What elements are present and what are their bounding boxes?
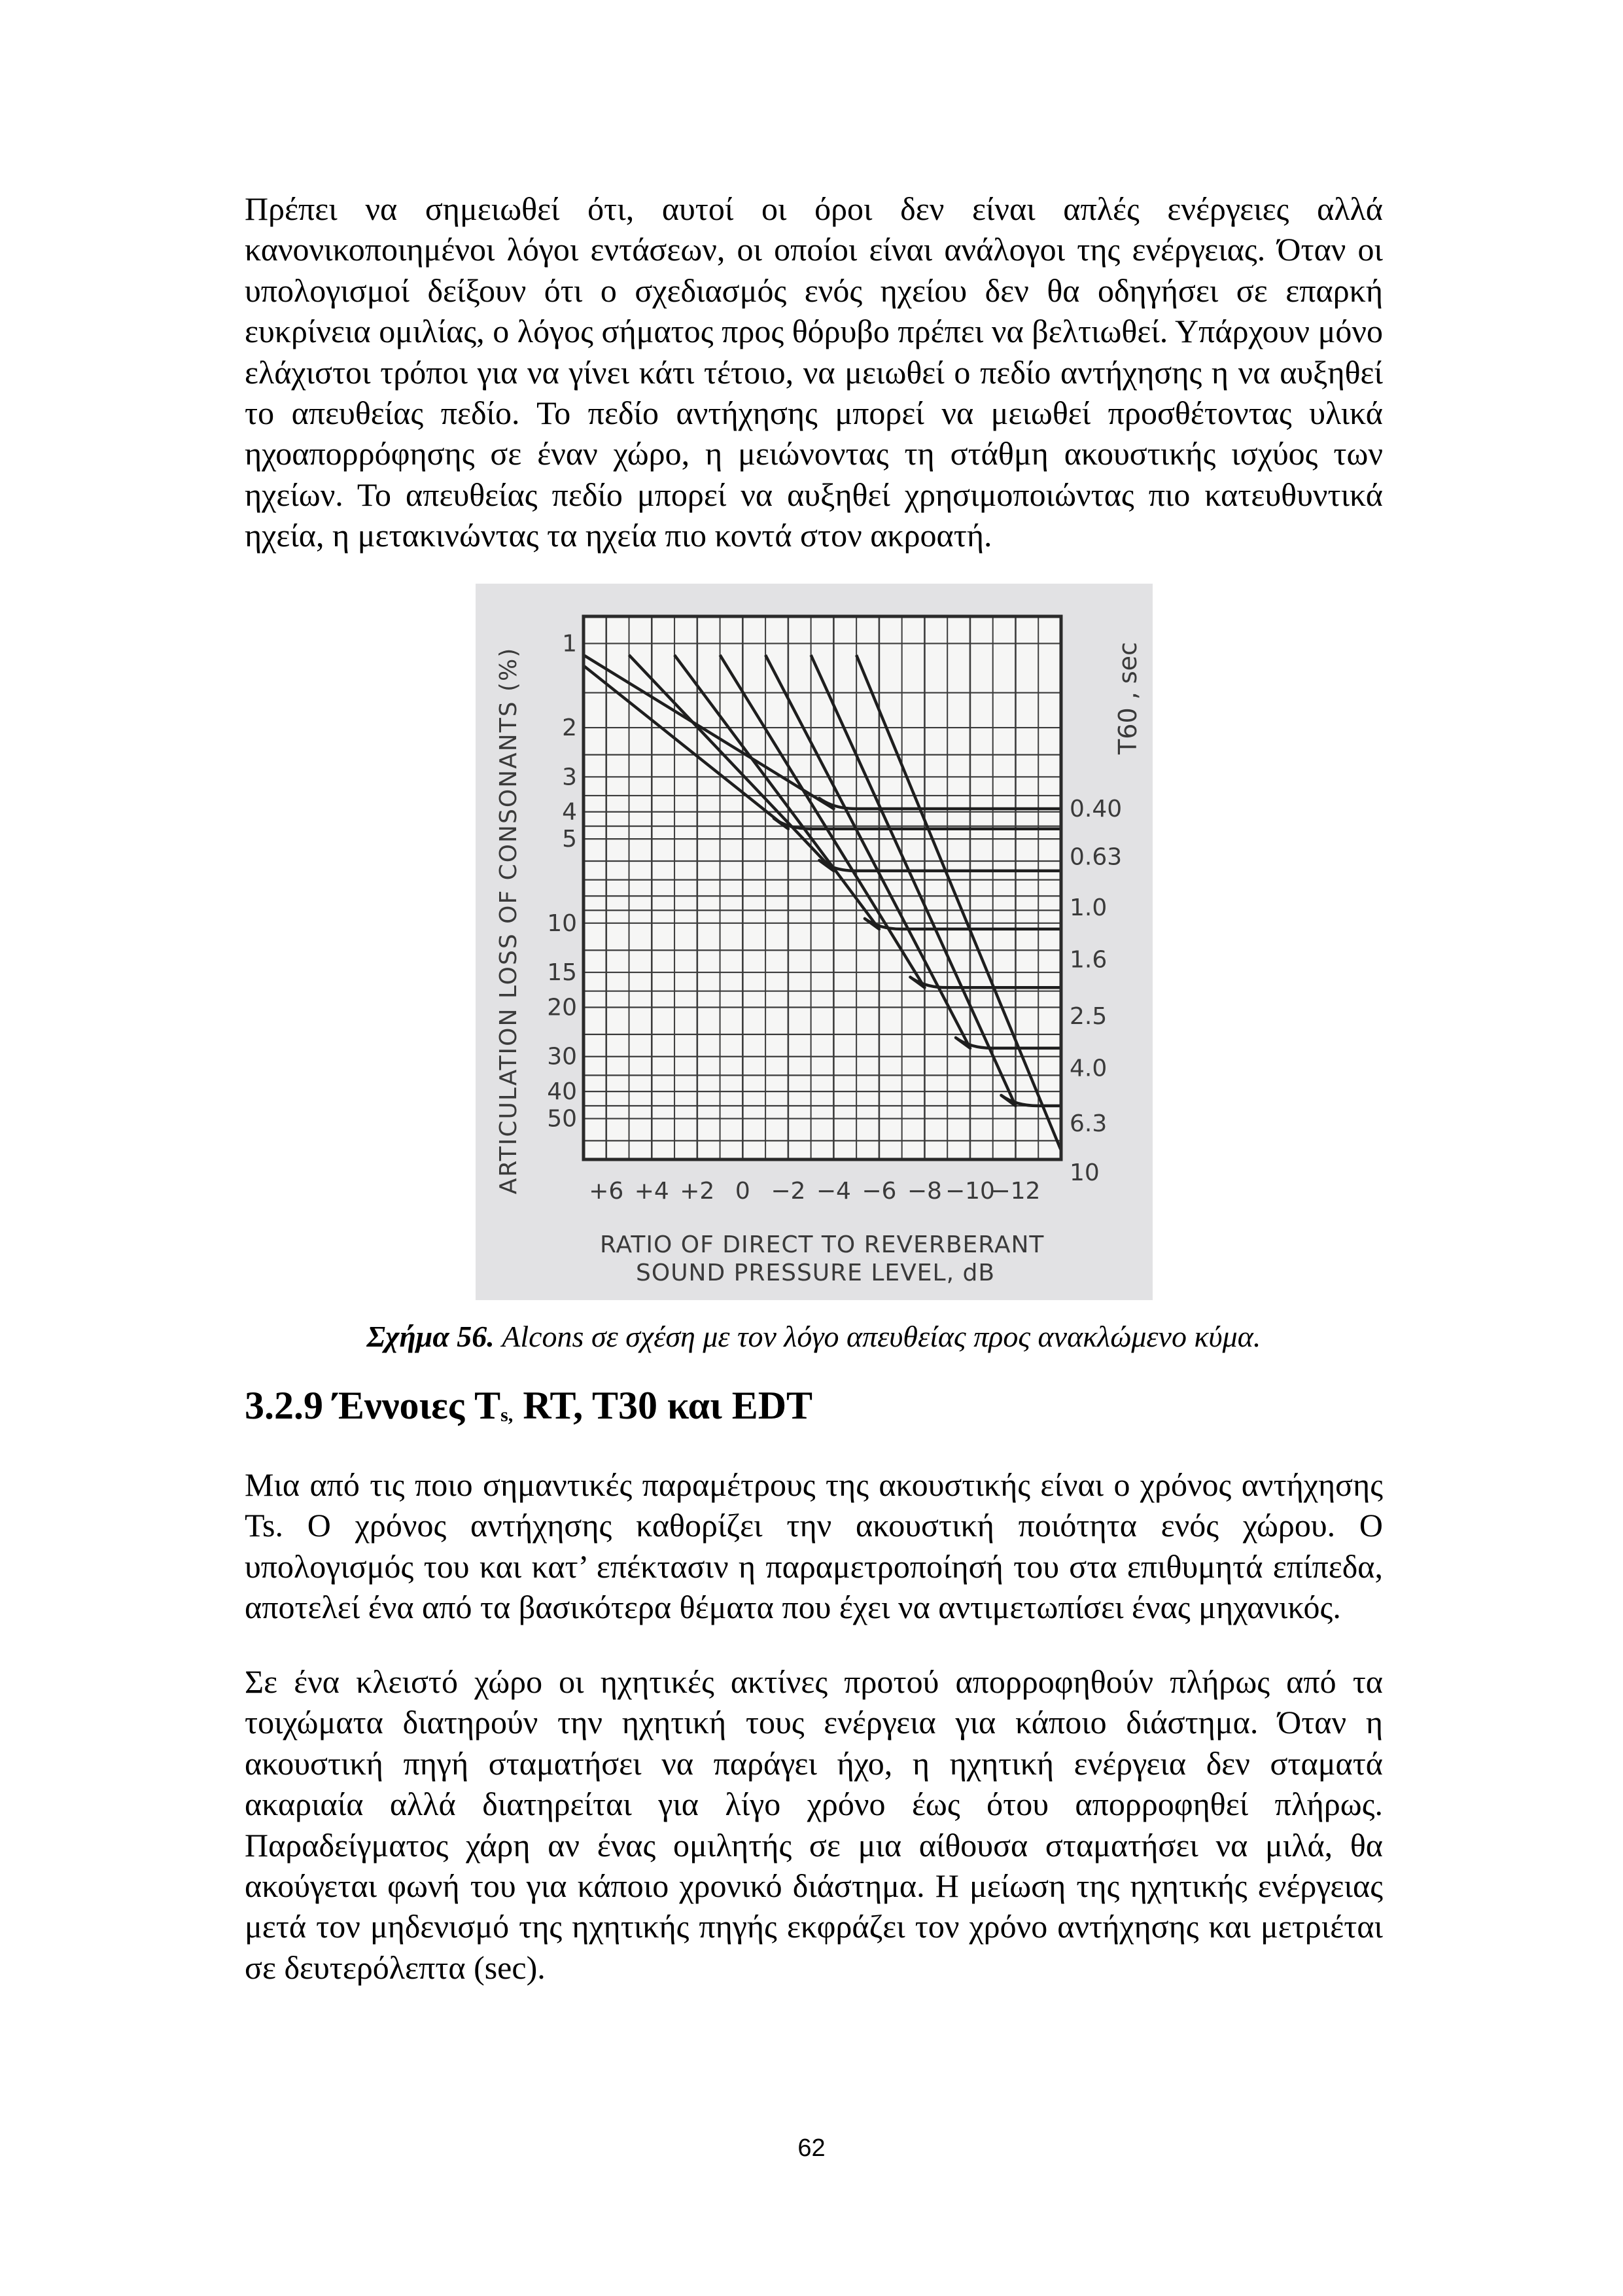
y-tick-label: 15 (547, 959, 577, 987)
section-title-subscript: s, (500, 1404, 514, 1426)
y-tick-label: 4 (562, 798, 577, 826)
t60-label: 2.5 (1070, 1002, 1108, 1030)
x-tick-label: 0 (735, 1178, 750, 1205)
y-tick-label: 2 (562, 715, 577, 742)
paragraph-intro: Πρέπει να σημειωθεί ότι, αυτοί οι όροι δεν είναι απλές ενέργειες αλλά κανονικοποιημένοι λόγοι εντάσεων, οι οποίοι είναι ανάλογοι της ενέργειας. Όταν οι υπολογισμοί δείξουν ότι ο σχεδιασμός ενός ηχείου δεν θα οδηγήσει σε επαρκή ευκρίνεια ομιλίας, ο λόγος σήματος προς θόρυβο πρέπει να βελτιωθεί. Υπάρχουν μόνο ελάχιστοι τρόποι για να γίνει κάτι τέτοιο, να μειωθεί ο πεδίο αντήχησης η να αυξηθεί το απευθείας πεδίο. Το πεδίο αντήχησης μπορεί να μειωθεί προσθέτοντας υλικά ηχοαπορρόφησης σε έναν χώρο, η μειώνοντας τη στάθμη ακουστικής ισχύος των ηχείων. Το απευθείας πεδίο μπορεί να αυξηθεί χρησιμοποιώντας πιο κατευθυντικά ηχεία, η μετακινώντας τα ηχεία πιο κοντά στον ακροατή. (245, 190, 1383, 554)
alcons-chart (476, 584, 1153, 1300)
x-tick-label: +4 (634, 1178, 669, 1205)
t60-label: 6.3 (1070, 1110, 1108, 1137)
figure-caption (245, 1319, 1383, 1354)
page-number: 62 (797, 2134, 826, 2162)
section-heading (245, 1379, 812, 1439)
t60-label: 1.6 (1070, 946, 1108, 974)
paragraph-enclosed-space: Σε ένα κλειστό χώρο οι ηχητικές ακτίνες προτού απορροφηθούν πλήρως από τα τοιχώματα διατηρούν την ηχητική τους ενέργεια για κάποιο διάστημα. Όταν η ακουστική πηγή σταματήσει να παράγει ήχο, η ηχητική ενέργεια δεν σταματά ακαριαία αλλά διατηρείται για λίγο χρόνο έως ότου απορροφηθεί πλήρως. Παραδείγματος χάρη αν ένας ομιλητής σε μια αίθουσα σταματήσει να μιλά, θα ακούγεται φωνή του για κάποιο χρονικό διάστημα. Η μείωση της ηχητικής ενέργειας μετά τον μηδενισμό της ηχητικής πηγής εκφράζει τον χρόνο αντήχησης και μετριέται σε δευτερόλεπτα (sec). (245, 1663, 1383, 1986)
section-title-prefix: Έννοιες T (323, 1384, 501, 1427)
section-title-suffix: RT, T30 και EDT (513, 1384, 813, 1427)
t60-label: 10 (1070, 1159, 1100, 1187)
x-tick-label: −4 (816, 1178, 851, 1205)
x-tick-label: −2 (771, 1178, 806, 1205)
alcons-chart-figure (476, 584, 1153, 1300)
right-axis-label: T60 , sec (1113, 642, 1142, 754)
caption-label: Σχήμα 56. (366, 1320, 495, 1353)
x-tick-label: −8 (907, 1178, 942, 1205)
y-tick-label: 3 (562, 764, 577, 791)
y-tick-label: 20 (547, 994, 577, 1021)
x-tick-label: +6 (589, 1178, 624, 1205)
t60-label: 0.40 (1070, 796, 1123, 823)
x-tick-label: −6 (862, 1178, 897, 1205)
y-tick-label: 50 (547, 1105, 577, 1133)
t60-labels (1070, 796, 1122, 1186)
section-number: 3.2.9 (245, 1384, 323, 1427)
x-tick-label: −12 (990, 1178, 1041, 1205)
x-tick-label: +2 (680, 1178, 715, 1205)
t60-label: 0.63 (1070, 843, 1123, 871)
y-tick-label: 30 (547, 1043, 577, 1070)
y-tick-labels (547, 630, 577, 1132)
y-tick-label: 40 (547, 1078, 577, 1106)
x-tick-labels (589, 1178, 1040, 1205)
t60-label: 1.0 (1070, 894, 1108, 922)
x-axis-label-line2: SOUND PRESSURE LEVEL, dB (636, 1260, 996, 1286)
y-axis-label: ARTICULATION LOSS OF CONSONANTS (%) (495, 646, 522, 1195)
y-tick-label: 1 (562, 630, 577, 658)
caption-text: Alcons σε σχέση με τον λόγο απευθείας προς ανακλώμενο κύμα. (494, 1320, 1261, 1353)
paragraph-reverberation-time: Μια από τις ποιο σημαντικές παραμέτρους της ακουστικής είναι ο χρόνος αντήχησης Ts. Ο χρόνος αντήχησης καθορίζει την ακουστική ποιότητα ενός χώρου. Ο υπολογισμός του και κατ’ επέκτασιν η παραμετροποίησή του στα επιθυμητά επίπεδα, αποτελεί ένα από τα βασικότερα θέματα που έχει να αντιμετωπίσει ένας μηχανικός. (245, 1466, 1383, 1626)
y-tick-label: 5 (562, 826, 577, 853)
x-axis-label-line1: RATIO OF DIRECT TO REVERBERANT (600, 1231, 1045, 1258)
t60-label: 4.0 (1070, 1055, 1108, 1082)
x-tick-label: −10 (945, 1178, 995, 1205)
y-tick-label: 10 (547, 910, 577, 937)
